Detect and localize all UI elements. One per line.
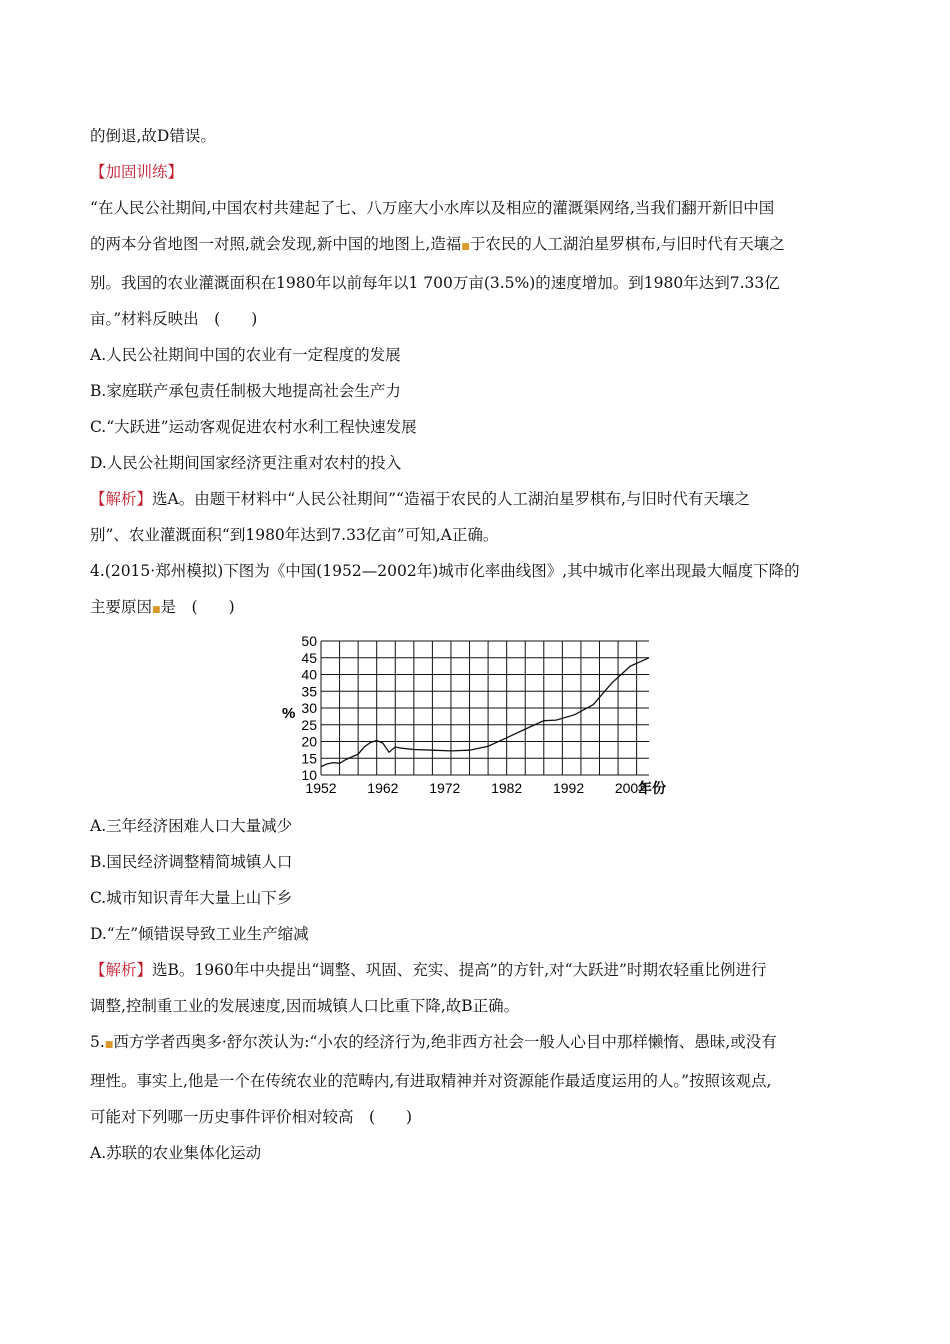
q3-stem-line3: 别。我国的农业灌溉面积在1980年以前每年以1 700万亩(3.5%)的速度增加。到1980年达到7.33亿 bbox=[90, 274, 780, 292]
y-tick-label: 50 bbox=[301, 633, 317, 649]
q3-stem-line2-part1: 的两本分省地图一对照,就会发现,新中国的地图上,造福 bbox=[90, 235, 462, 253]
q4-option-c: C.城市知识青年大量上山下乡 bbox=[90, 889, 293, 907]
q5-stem-line2: 理性。事实上,他是一个在传统农业的范畴内,有进取精神并对资源能作最适度运用的人。”按照该观点, bbox=[90, 1072, 772, 1090]
q4-stem-line2-part2: 是 ( ) bbox=[160, 598, 235, 616]
y-tick-label: 15 bbox=[301, 750, 317, 767]
q4-option-d: D.“左”倾错误导致工业生产缩减 bbox=[90, 925, 309, 943]
y-tick-label: 10 bbox=[301, 767, 317, 783]
x-tick-label: 1982 bbox=[491, 780, 523, 796]
analysis-label: 【解析】 bbox=[90, 490, 153, 508]
q4-analysis-line2: 调整,控制重工业的发展速度,因而城镇人口比重下降,故B正确。 bbox=[90, 997, 520, 1015]
q4-analysis-line1 bbox=[90, 952, 865, 988]
x-tick-label: 1962 bbox=[367, 780, 399, 796]
x-tick-label: 2002 bbox=[614, 780, 647, 796]
y-tick-label: 45 bbox=[301, 649, 317, 666]
q5-stem-line1-text: 西方学者西奥多·舒尔茨认为:“小农的经济行为,绝非西方社会一般人心目中那样懒惰、愚昧,或没有 bbox=[113, 1033, 777, 1051]
marker-dot: ■ bbox=[152, 605, 161, 615]
marker-dot: ■ bbox=[461, 242, 470, 252]
q3-stem-line4: 亩。”材料反映出 ( ) bbox=[90, 310, 258, 328]
q3-analysis-text: 选A。由题干材料中“人民公社期间”“造福于农民的人工湖泊星罗棋布,与旧时代有天壤之 bbox=[152, 490, 750, 508]
q4-stem-line2-part1: 主要原因 bbox=[90, 598, 153, 616]
q3-analysis-line2: 别”、农业灌溉面积“到1980年达到7.33亿亩”可知,A正确。 bbox=[90, 526, 499, 544]
x-tick-label: 1972 bbox=[429, 780, 461, 796]
q3-stem-line2-part2: 于农民的人工湖泊星罗棋布,与旧时代有天壤之 bbox=[469, 235, 785, 253]
q3-option-c: C.“大跃进”运动客观促进农村水利工程快速发展 bbox=[90, 418, 417, 436]
y-axis-label: % bbox=[282, 705, 296, 722]
urbanization-rate-chart bbox=[90, 628, 865, 808]
x-tick-label: 1952 bbox=[305, 780, 337, 796]
previous-answer-tail: 的倒退,故D错误。 bbox=[90, 127, 216, 145]
chart-grid bbox=[321, 641, 649, 775]
x-axis-label: 年份 bbox=[638, 780, 666, 796]
marker-dot: ■ bbox=[104, 1040, 114, 1050]
q5-number: 5. bbox=[90, 1033, 105, 1051]
q5-stem-line3: 可能对下列哪一历史事件评价相对较高 ( ) bbox=[90, 1108, 413, 1126]
document-page bbox=[90, 118, 865, 1171]
q3-option-b: B.家庭联产承包责任制极大地提高社会生产力 bbox=[90, 382, 401, 400]
q3-stem-line1: “在人民公社期间,中国农村共建起了七、八万座大小水库以及相应的灌溉渠网络,当我们翻开新旧中国 bbox=[90, 199, 775, 217]
x-tick-label: 1992 bbox=[552, 780, 585, 796]
q3-stem-line2 bbox=[90, 226, 865, 265]
y-tick-label: 20 bbox=[301, 733, 317, 750]
q4-analysis-text: 选B。1960年中央提出“调整、巩固、充实、提高”的方针,对“大跃进”时期农轻重比例进行 bbox=[152, 961, 767, 979]
q4-option-b: B.国民经济调整精简城镇人口 bbox=[90, 853, 293, 871]
q4-stem-line2 bbox=[90, 589, 865, 628]
q4-option-a: A.三年经济困难人口大量减少 bbox=[90, 817, 293, 835]
reinforce-training-heading: 【加固训练】 bbox=[90, 163, 184, 181]
y-tick-label: 35 bbox=[301, 683, 317, 700]
q5-stem-line1 bbox=[90, 1024, 865, 1063]
y-tick-label: 40 bbox=[301, 666, 317, 683]
q3-analysis-line1 bbox=[90, 481, 865, 517]
y-tick-label: 25 bbox=[301, 716, 317, 733]
q3-option-d: D.人民公社期间国家经济更注重对农村的投入 bbox=[90, 454, 402, 472]
y-tick-label: 30 bbox=[301, 700, 317, 716]
q3-option-a: A.人民公社期间中国的农业有一定程度的发展 bbox=[90, 346, 401, 364]
q4-stem-line1: 4.(2015·郑州模拟)下图为《中国(1952—2002年)城市化率曲线图》,其中城市化率出现最大幅度下降的 bbox=[90, 562, 800, 580]
urbanization-chart-container bbox=[90, 628, 865, 808]
analysis-label: 【解析】 bbox=[90, 961, 153, 979]
q5-option-a: A.苏联的农业集体化运动 bbox=[90, 1144, 262, 1162]
